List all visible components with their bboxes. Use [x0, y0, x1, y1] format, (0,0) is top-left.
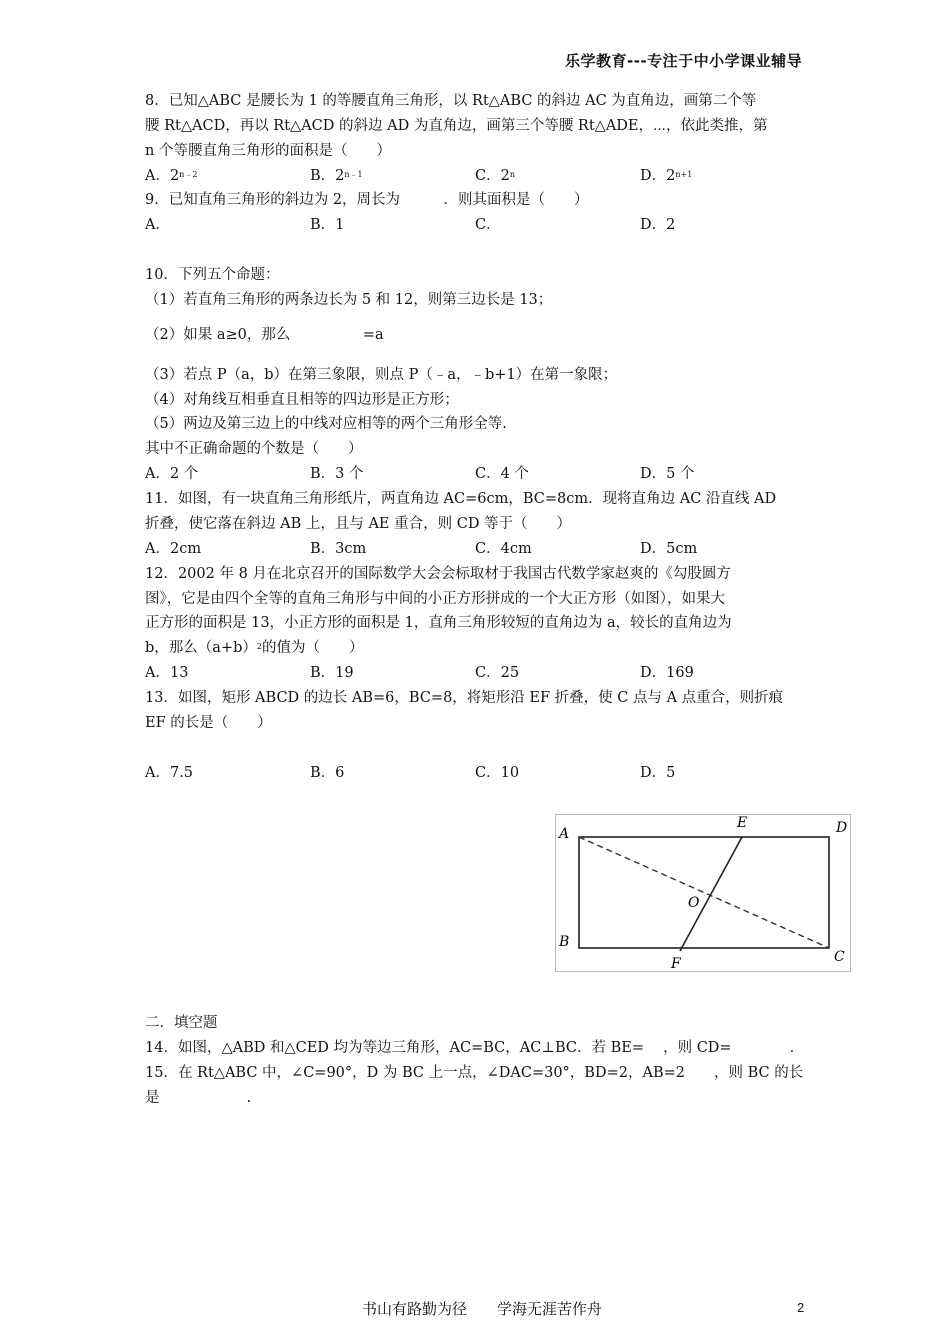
q15-line-1: 15．在 Rt△ABC 中，∠C=90°，D 为 BC 上一点，∠DAC=30°，BD=2，AB=2 ，则 BC 的长 [145, 1065, 804, 1081]
q12-option-a: A．13 [145, 665, 189, 681]
q8-line-3: n 个等腰直角三角形的面积是（ ） [145, 143, 391, 159]
q9-option-a: A． [145, 217, 170, 233]
q9-option-b: B．1 [310, 217, 345, 233]
q11-line-2: 折叠，使它落在斜边 AB 上，且与 AE 重合，则 CD 等于（ ） [145, 516, 572, 532]
q8-option-a-label: A．2 [145, 168, 180, 184]
q8-line-1: 8．已知△ABC 是腰长为 1 的等腰直角三角形，以 Rt△ABC 的斜边 AC 为直角边，画第二个等 [145, 93, 757, 109]
q11-line-1: 11．如图，有一块直角三角形纸片，两直角边 AC=6cm，BC=8cm．现将直角边 AC 沿直线 AD [145, 491, 777, 507]
q8-option-d-label: D．2 [640, 168, 676, 184]
q10-option-b: B．3 个 [310, 466, 364, 482]
q9-option-d: D．2 [640, 217, 676, 233]
page-header: 乐学教育---专注于中小学课业辅导 [565, 52, 803, 70]
q10-option-c: C．4 个 [475, 466, 529, 482]
q13-option-b: B．6 [310, 765, 345, 781]
q10-line-3: （2）如果 a≥0，那么 =a [145, 327, 384, 343]
q10-line-2: （1）若直角三角形的两条边长为 5 和 12，则第三边长是 13； [145, 292, 553, 308]
q8-option-c-exp: n [509, 170, 515, 179]
q13-option-a: A．7.5 [145, 765, 194, 781]
q8-option-b-label: B．2 [310, 168, 345, 184]
q8-option-a-exp: n﹣2 [179, 170, 198, 179]
label-e: E [737, 815, 748, 831]
q8-option-b-exp: n﹣1 [344, 170, 363, 179]
q10-option-a: A．2 个 [145, 466, 199, 482]
q13-line-2: EF 的长是（ ） [145, 715, 272, 731]
q10-line-6: （5）两边及第三边上的中线对应相等的两个三角形全等. [145, 416, 507, 432]
rectangle-fold-figure [555, 814, 851, 972]
q10-line-1: 10．下列五个命题： [145, 267, 280, 283]
q12-exponent: 2 [256, 642, 262, 651]
label-f: F [671, 956, 681, 971]
q12-line-4 [145, 638, 363, 658]
q8-option-b [310, 166, 363, 186]
fold-line-ef [680, 837, 742, 951]
q13-option-c: C．10 [475, 765, 520, 781]
label-o: O [688, 895, 700, 911]
q8-option-c [475, 166, 515, 186]
q12-option-c: C．25 [475, 665, 520, 681]
page-number: 2 [797, 1300, 805, 1315]
q12-line-4-b: 的值为（ ） [261, 640, 364, 656]
q12-line-2: 图》，它是由四个全等的直角三角形与中间的小正方形拼成的一个大正方形（如图），如果大 [145, 591, 725, 607]
q10-line-7: 其中不正确命题的个数是（ ） [145, 441, 363, 457]
q11-option-c: C．4cm [475, 541, 532, 557]
q10-line-4: （3）若点 P（a，b）在第三象限，则点 P（﹣a，﹣b+1）在第一象限； [145, 367, 618, 383]
q13-option-d: D．5 [640, 765, 676, 781]
q8-option-c-label: C．2 [475, 168, 510, 184]
section-title-fill-blank: 二．填空题 [145, 1015, 218, 1031]
q8-option-d [640, 166, 692, 186]
q9-line: 9．已知直角三角形的斜边为 2，周长为 ．则其面积是（ ） [145, 192, 589, 208]
page-footer: 书山有路勤为径 学海无涯苦作舟 [362, 1300, 603, 1318]
q15-line-2: 是 . [145, 1090, 252, 1106]
diagonal-ac [579, 837, 829, 948]
figure-svg [556, 815, 850, 971]
q12-option-b: B．19 [310, 665, 354, 681]
q10-option-d: D．5 个 [640, 466, 695, 482]
q8-option-a [145, 166, 197, 186]
q10-line-5: （4）对角线互相垂直且相等的四边形是正方形； [145, 392, 459, 408]
q12-option-d: D．169 [640, 665, 694, 681]
label-a: A [559, 826, 570, 842]
q8-line-2: 腰 Rt△ACD，再以 Rt△ACD 的斜边 AD 为直角边，画第三个等腰 Rt△ADE，⋯，依此类推，第 [145, 118, 768, 134]
q9-option-c: C． [475, 217, 501, 233]
q12-line-1: 12．2002 年 8 月在北京召开的国际数学大会会标取材于我国古代数学家赵爽的《勾股圆方 [145, 566, 731, 582]
q8-option-d-exp: n+1 [675, 170, 693, 179]
q12-line-3: 正方形的面积是 13，小正方形的面积是 1，直角三角形较短的直角边为 a，较长的直角边为 [145, 615, 732, 631]
q11-option-b: B．3cm [310, 541, 367, 557]
q11-option-a: A．2cm [145, 541, 202, 557]
q14-line: 14．如图，△ABD 和△CED 均为等边三角形，AC=BC，AC⊥BC．若 BE= ，则 CD= . [145, 1040, 795, 1056]
q12-line-4-a: b，那么（a+b） [145, 640, 257, 656]
label-b: B [559, 934, 570, 950]
q11-option-d: D．5cm [640, 541, 698, 557]
label-d: D [836, 820, 848, 836]
q13-line-1: 13．如图，矩形 ABCD 的边长 AB=6，BC=8，将矩形沿 EF 折叠，使 C 点与 A 点重合，则折痕 [145, 690, 784, 706]
label-c: C [834, 949, 845, 965]
